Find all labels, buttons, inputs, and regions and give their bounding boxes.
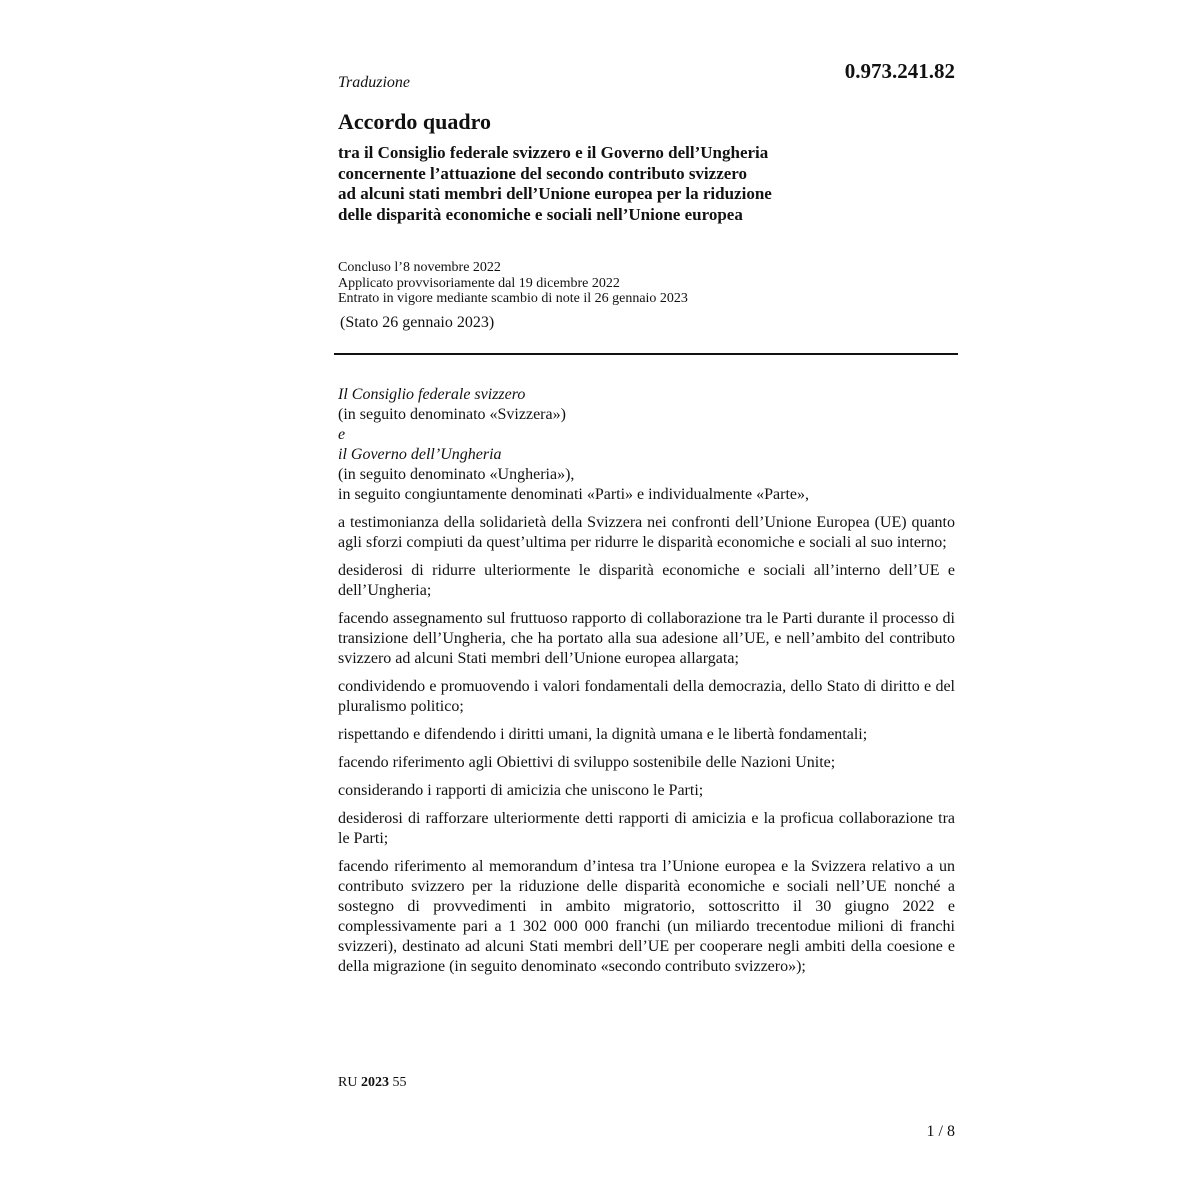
subtitle-line: tra il Consiglio federale svizzero e il Governo dell’Ungheria	[338, 143, 769, 162]
party-switzerland: Il Consiglio federale svizzero	[338, 386, 526, 403]
party-hungary: il Governo dell’Ungheria	[338, 446, 502, 463]
dates-block	[338, 260, 688, 307]
party-conjunction: e	[338, 426, 346, 443]
parties-joint-alias: in seguito congiuntamente denominati «Parti» e individualmente «Parte»,	[338, 486, 810, 503]
official-compilation-reference	[338, 1075, 406, 1091]
sr-number: 0.973.241.82	[844, 59, 955, 83]
document-subtitle	[338, 143, 898, 225]
ru-prefix: RU	[338, 1075, 358, 1090]
date-in-force: Entrato in vigore mediante scambio di note il 26 gennaio 2023	[338, 291, 688, 306]
preamble-paragraph: desiderosi di rafforzare ulteriormente detti rapporti di amicizia e la proficua collaborazione tra le Parti;	[338, 810, 955, 847]
parties-block	[338, 385, 955, 505]
date-provisional: Applicato provvisoriamente dal 19 dicembre 2022	[338, 275, 620, 291]
preamble-paragraph: facendo assegnamento sul fruttuoso rapporto di collaborazione tra le Parti durante il processo di transizione dell’Ungheria, che ha portato alla sua adesione all’UE, e nell’ambito del contributo svizzero ad alcuni Stati membri dell’Unione europea allargata;	[338, 610, 955, 667]
translation-label: Traduzione	[338, 74, 411, 91]
horizontal-divider	[334, 353, 958, 355]
ru-page: 55	[392, 1075, 407, 1090]
date-concluded: Concluso l’8 novembre 2022	[338, 260, 501, 275]
status-date: (Stato 26 gennaio 2023)	[340, 314, 495, 331]
preamble-paragraph: condividendo e promuovendo i valori fondamentali della democrazia, dello Stato di diritto e del pluralismo politico;	[338, 678, 955, 715]
preamble-paragraph: considerando i rapporti di amicizia che uniscono le Parti;	[338, 782, 704, 799]
preamble-paragraph: facendo riferimento agli Obiettivi di sviluppo sostenibile delle Nazioni Unite;	[338, 754, 836, 771]
document-title: Accordo quadro	[338, 109, 491, 134]
subtitle-line: concernente l’attuazione del secondo contributo svizzero	[338, 163, 748, 183]
preamble	[338, 513, 955, 985]
subtitle-line: ad alcuni stati membri dell’Unione europea per la riduzione	[338, 184, 772, 203]
ru-year: 2023	[360, 1075, 389, 1090]
preamble-paragraph: desiderosi di ridurre ulteriormente le disparità economiche e sociali all’interno dell’UE e dell’Ungheria;	[338, 562, 955, 599]
preamble-paragraph: a testimonianza della solidarietà della Svizzera nei confronti dell’Unione Europea (UE) quanto agli sforzi compiuti da quest’ultima per ridurre le disparità economiche e sociali al suo interno;	[338, 514, 955, 551]
page-number: 1 / 8	[926, 1123, 955, 1140]
party-switzerland-alias: (in seguito denominato «Svizzera»)	[338, 406, 566, 423]
subtitle-line: delle disparità economiche e sociali nell’Unione europea	[338, 204, 743, 224]
party-hungary-alias: (in seguito denominato «Ungheria»),	[338, 466, 575, 483]
preamble-paragraph: facendo riferimento al memorandum d’intesa tra l’Unione europea e la Svizzera relativo a un contributo svizzero per la riduzione delle disparità economiche e sociali nell’UE nonché a sostegno di provvedimenti in ambito migratorio, sottoscritto il 30 giugno 2022 e complessivamente pari a 1 302 000 000 franchi (un miliardo trecentodue milioni di franchi svizzeri), destinato ad alcuni Stati membri dell’UE per cooperare negli ambiti della coesione e della migrazione (in seguito denominato «secondo contributo svizzero»);	[338, 858, 955, 975]
preamble-paragraph: rispettando e difendendo i diritti umani, la dignità umana e le libertà fondamentali;	[338, 726, 868, 743]
